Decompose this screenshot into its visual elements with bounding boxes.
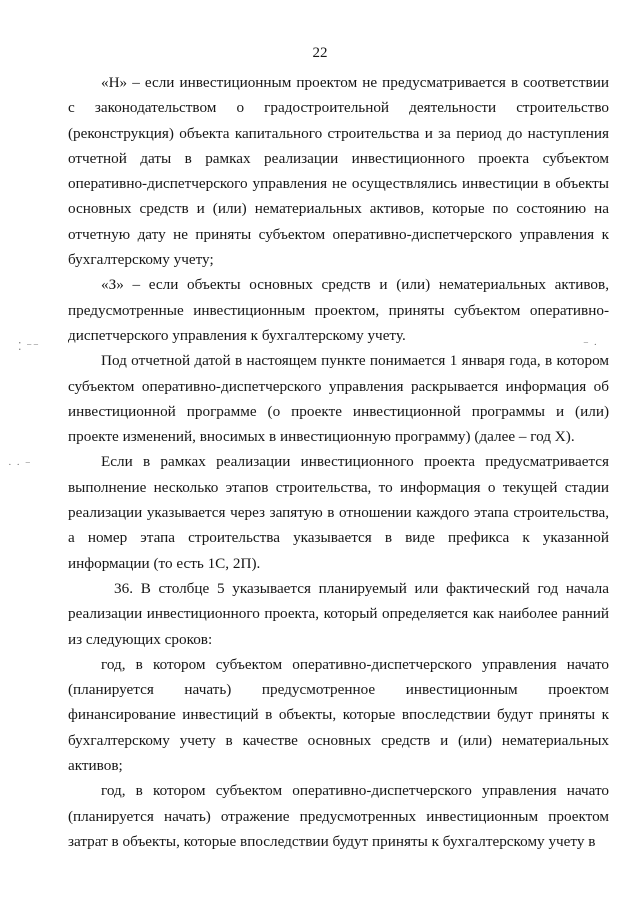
document-body	[68, 70, 609, 854]
paragraph-costs-year: год, в котором субъектом оперативно-диспетчерского управления начато (планируется начать) отражение предусмотренных инвестиционным проектом затрат в объекты, которые впоследствии будут приняты к бухгалтерскому учету в	[68, 782, 609, 850]
scan-speck: ⁚ ⁻⁻	[18, 341, 40, 353]
paragraph-status-z: «З» – если объекты основных средств и (или) нематериальных активов, предусмотренные инвестиционным проектом, приняты субъектом оперативно-диспетчерского управления к бухгалтерскому учету.	[68, 276, 609, 344]
scan-speck: · · ⁻	[8, 459, 32, 471]
paragraph-reporting-date: Под отчетной датой в настоящем пункте понимается 1 января года, в котором субъектом оперативно-диспетчерского управления раскрывается информация об инвестиционной программе (о проекте инвестиционной программы и (или) проекте изменений, вносимых в инвестиционную программу) (далее – год X).	[68, 352, 609, 446]
paragraph-status-n: «Н» – если инвестиционным проектом не предусматривается в соответствии с законодательством о градостроительной деятельности строительство (реконструкция) объекта капитального строительства и за период до наступления отчетной даты в рамках реализации инвестиционного проекта субъектом оперативно-диспетчерского управления не осуществлялись инвестиции в объекты основных средств и (или) нематериальных активов, которые по состоянию на отчетную дату не приняты субъектом оперативно-диспетчерского управления к бухгалтерскому учету;	[68, 74, 609, 269]
paragraph-item-36: 36. В столбце 5 указывается планируемый или фактический год начала реализации инвестиционного проекта, который определяется как наиболее ранний из следующих сроков:	[68, 579, 609, 648]
scan-speck: ⁻ ·	[583, 339, 599, 351]
paragraph-financing-year: год, в котором субъектом оперативно-диспетчерского управления начато (планируется начать) предусмотренное инвестиционным проектом финансирование инвестиций в объекты, которые впоследствии будут приняты к бухгалтерскому учету в качестве основных средств и (или) нематериальных активов;	[68, 655, 609, 775]
page-number: 22	[312, 45, 328, 61]
paragraph-construction-stages: Если в рамках реализации инвестиционного проекта предусматривается выполнение несколько этапов строительства, то информация о текущей стадии реализации указывается через запятую в отношении каждого этапа строительства, а номер этапа строительства указывается в виде префикса к указанной информации (то есть 1С, 2П).	[68, 453, 609, 572]
